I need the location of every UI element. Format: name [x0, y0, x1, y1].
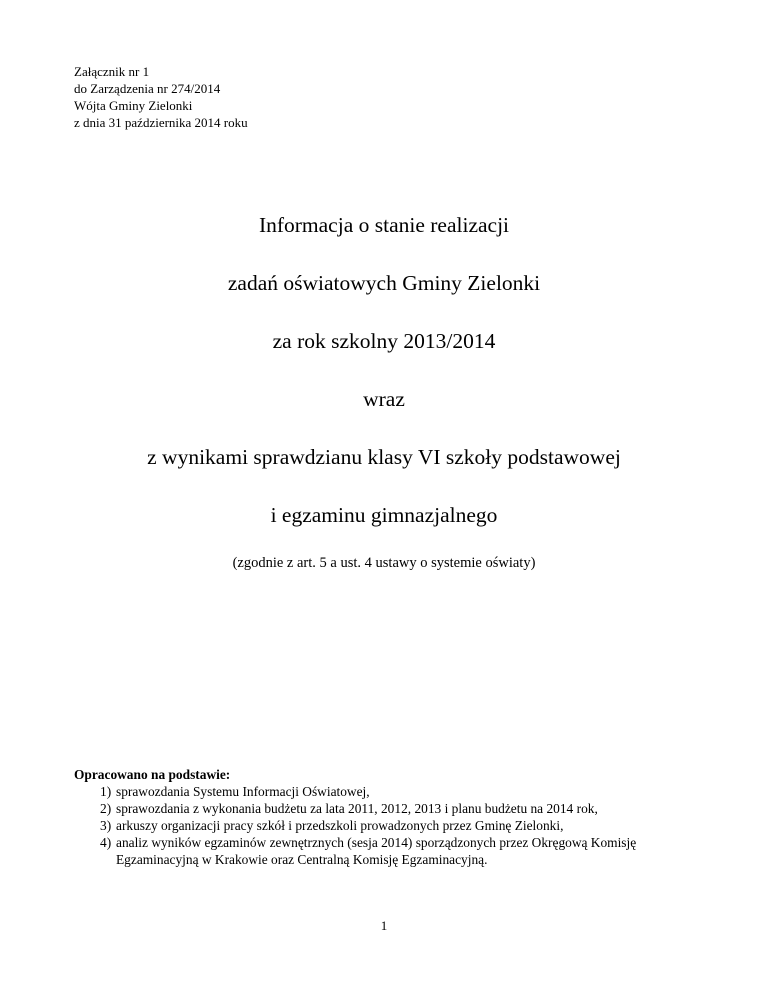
sources-list	[74, 783, 714, 868]
list-item	[74, 783, 714, 800]
list-item	[74, 800, 714, 817]
attachment-line: Wójta Gminy Zielonki	[74, 98, 193, 113]
title-line: za rok szkolny 2013/2014	[272, 329, 496, 353]
list-item	[74, 817, 714, 834]
page-number: 1	[380, 918, 388, 933]
list-item-number: 1)	[100, 784, 112, 799]
title-line: Informacja o stanie realizacji	[258, 213, 510, 237]
list-item-text: sprawozdania Systemu Informacji Oświatowej,	[116, 784, 370, 799]
list-item-text: analiz wyników egzaminów zewnętrznych (sesja 2014) sporządzonych przez Okręgową Komisję Egzaminacyjną w Krakowie oraz Centralną Komisję Egzaminacyjną.	[116, 835, 637, 867]
list-item-number: 2)	[100, 801, 112, 816]
sources-section	[74, 766, 714, 868]
list-item-number: 4)	[100, 835, 112, 850]
attachment-line: Załącznik nr 1	[74, 64, 150, 79]
title-line: z wynikami sprawdzianu klasy VI szkoły podstawowej	[147, 445, 621, 469]
title-line: zadań oświatowych Gminy Zielonki	[227, 271, 541, 295]
attachment-header	[74, 63, 248, 131]
title-line: i egzaminu gimnazjalnego	[270, 503, 498, 527]
list-item-number: 3)	[100, 818, 112, 833]
attachment-line: do Zarządzenia nr 274/2014	[74, 81, 221, 96]
attachment-line: z dnia 31 października 2014 roku	[74, 115, 248, 130]
document-title	[0, 212, 768, 572]
list-item-text: sprawozdania z wykonania budżetu za lata 2011, 2012, 2013 i planu budżetu na 2014 rok,	[116, 801, 598, 816]
list-item-text: arkuszy organizacji pracy szkół i przedszkoli prowadzonych przez Gminę Zielonki,	[116, 818, 564, 833]
sources-heading: Opracowano na podstawie:	[74, 767, 231, 782]
legal-basis-note: (zgodnie z art. 5 a ust. 4 ustawy o systemie oświaty)	[232, 555, 536, 571]
list-item	[74, 834, 714, 868]
title-line: wraz	[363, 387, 405, 411]
